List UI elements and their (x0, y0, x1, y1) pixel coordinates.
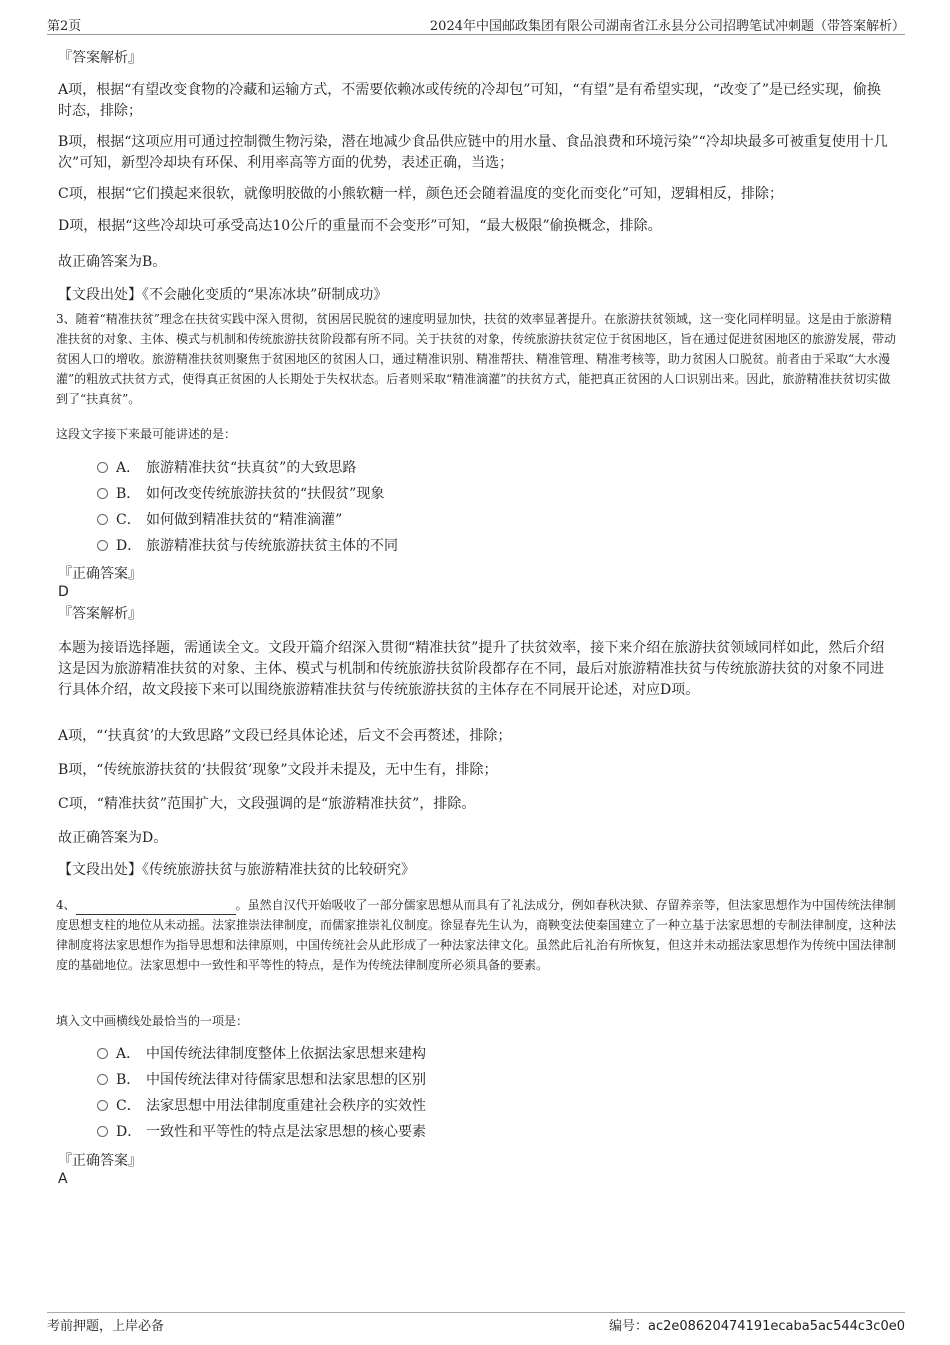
q3-option-c[interactable]: C． 如何做到精准扶贫的“精准滴灌” (97, 510, 342, 530)
q3-source: 【文段出处】《传统旅游扶贫与旅游精准扶贫的比较研究》 (58, 862, 415, 878)
q3-answer: D (58, 584, 69, 600)
radio-icon[interactable] (97, 540, 108, 551)
q4-correct-label: 『正确答案』 (58, 1153, 142, 1169)
q4-option-c[interactable]: C． 法家思想中用法律制度重建社会秩序的实效性 (97, 1096, 426, 1116)
q4-passage: 4、 。虽然自汉代开始吸收了一部分儒家思想从而具有了礼法成分，例如春秋决狱、存留养亲等，但法家思想作为中国传统法律制度思想支柱的地位从未动摇。法家推崇法律制度，而儒家推崇礼仪制度。徐显春先生认为，商鞅变法使秦国建立了一种立基于法家思想的专制法律制度，这种法律制度将法家思想作为指导思想和法律原则，中国传统社会从此形成了一种法家法律文化。虽然此后礼治有所恢复，但这并未动摇法家思想作为传统中国法律制度的基础地位。法家思想中一致性和平等性的特点，是作为传统法律制度所必须具备的要素。 (56, 898, 897, 972)
q2-analysis-d: D项，根据“这些冷却块可承受高达10公斤的重量而不会变形”可知，“最大极限”偷换概念，排除。 (58, 218, 662, 234)
q3-option-a[interactable]: A． 旅游精准扶贫“扶真贫”的大致思路 (97, 458, 356, 478)
radio-icon[interactable] (97, 488, 108, 499)
radio-icon[interactable] (97, 1048, 108, 1059)
radio-icon[interactable] (97, 462, 108, 473)
q3-conclusion: 故正确答案为D。 (58, 830, 168, 846)
document-title: 2024年中国邮政集团有限公司湖南省江永县分公司招聘笔试冲刺题（带答案解析） (429, 19, 905, 34)
radio-icon[interactable] (97, 514, 108, 525)
radio-icon[interactable] (97, 1074, 108, 1085)
q3-analysis-a: A项，“‘扶真贫’的大致思路”文段已经具体论述，后文不会再赘述，排除； (58, 728, 512, 744)
q3-option-d[interactable]: D． 旅游精准扶贫与传统旅游扶贫主体的不同 (97, 536, 398, 556)
page-number: 第2页 (47, 19, 82, 34)
q2-analysis-b: B项，根据“这项应用可通过控制微生物污染，潜在地减少食品供应链中的用水量、食品浪费和环境污染”“冷却块最多可被重复使用十几次”可知，新型冷却块有环保、利用率高等方面的优势，表述正确，当选； (58, 134, 888, 171)
radio-icon[interactable] (97, 1126, 108, 1137)
q2-analysis-label: 『答案解析』 (58, 50, 142, 66)
q4-question: 填入文中画横线处最恰当的一项是： (56, 1014, 249, 1028)
q3-analysis: 本题为接语选择题，需通读全文。文段开篇介绍深入贯彻“精准扶贫”提升了扶贫效率，接下来介绍在旅游扶贫领域同样如此，然后介绍这是因为旅游精准扶贫的对象、主体、模式与机制和传统旅游扶贫阶段都存在不同，最后对旅游精准扶贫与传统旅游扶贫的对象不同进行具体介绍，故文段接下来可以围绕旅游精准扶贫与传统旅游扶贫的主体存在不同展开论述，对应D项。 (58, 640, 885, 698)
radio-icon[interactable] (97, 1100, 108, 1111)
q3-analysis-c: C项，“精准扶贫”范围扩大，文段强调的是“旅游精准扶贫”，排除。 (58, 796, 476, 812)
q3-question: 这段文字接下来最可能讲述的是： (56, 427, 237, 441)
footer-slogan: 考前押题，上岸必备 (47, 1319, 165, 1334)
q4-number: 4、 (56, 898, 76, 912)
page-footer (47, 1312, 905, 1335)
q3-correct-label: 『正确答案』 (58, 566, 142, 582)
q4-option-d[interactable]: D． 一致性和平等性的特点是法家思想的核心要素 (97, 1122, 426, 1142)
q2-source: 【文段出处】《不会融化变质的“果冻冰块”研制成功》 (58, 287, 388, 303)
page-header (47, 14, 905, 35)
q4-option-b[interactable]: B． 中国传统法律对待儒家思想和法家思想的区别 (97, 1070, 426, 1090)
q4-option-a[interactable]: A． 中国传统法律制度整体上依据法家思想来建构 (97, 1044, 426, 1064)
q3-passage: 3、随着“精准扶贫”理念在扶贫实践中深入贯彻，贫困居民脱贫的速度明显加快，扶贫的效率显著提升。在旅游扶贫领域，这一变化同样明显。这是由于旅游精准扶贫的对象、主体、模式与机制和传统旅游扶贫阶段都有所不同。关于扶贫的对象，传统旅游扶贫定位于贫困地区，旨在通过促进贫困地区的旅游发展，带动贫困人口的增收。旅游精准扶贫则聚焦于贫困地区的贫困人口，通过精准识别、精准帮扶、精准管理、精准考核等，助力贫困人口脱贫。前者由于采取“大水漫灌”的粗放式扶贫方式，使得真正贫困的人长期处于失权状态。后者则采取“精准滴灌”的扶贫方式，能把真正贫困的人口识别出来。因此，旅游精准扶贫切实做到了“扶真贫”。 (56, 312, 897, 406)
q3-option-b[interactable]: B． 如何改变传统旅游扶贫的“扶假贫”现象 (97, 484, 384, 504)
q2-analysis-a: A项，根据“有望改变食物的冷藏和运输方式，不需要依赖冰或传统的冷却包”可知，“有望”是有希望实现，“改变了”是已经实现，偷换时态，排除； (58, 82, 882, 119)
fill-blank (76, 900, 236, 915)
q2-analysis-c: C项，根据“它们摸起来很软，就像明胶做的小熊软糖一样，颜色还会随着温度的变化而变化”可知，逻辑相反，排除； (58, 186, 784, 202)
q3-analysis-b: B项，“传统旅游扶贫的‘扶假贫’现象”文段并未提及，无中生有，排除； (58, 762, 498, 778)
q4-answer: A (58, 1171, 68, 1187)
document-code: 编号：ac2e08620474191ecaba5ac544c3c0e0 (608, 1319, 905, 1334)
q2-conclusion: 故正确答案为B。 (58, 254, 167, 270)
q3-analysis-label: 『答案解析』 (58, 606, 142, 622)
